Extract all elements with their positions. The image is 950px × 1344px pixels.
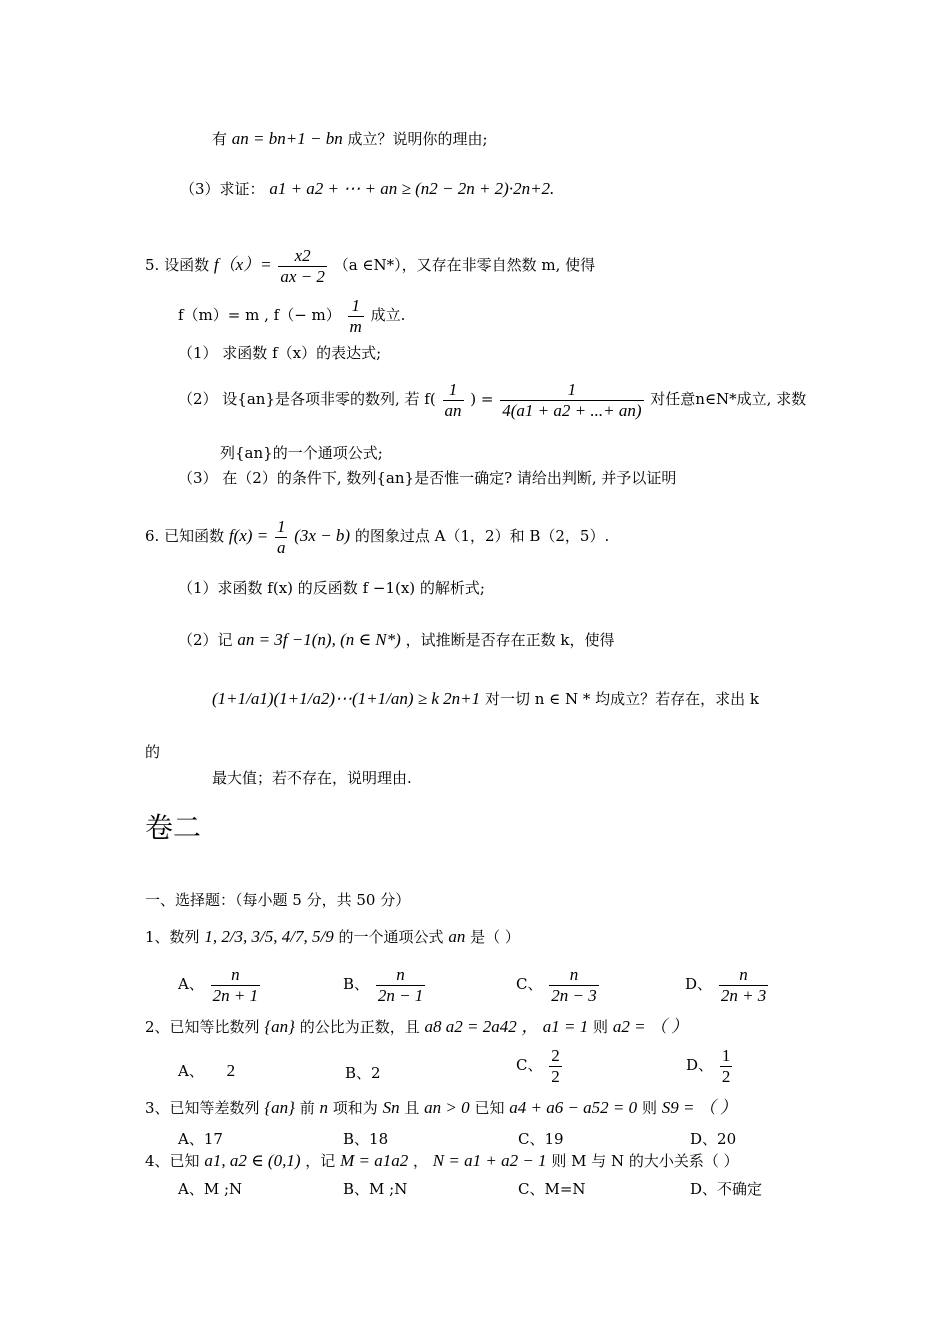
mc-q3-ask: S9 = （ ）	[661, 1098, 737, 1117]
mc-q3-cond: an > 0	[424, 1098, 470, 1117]
option-fraction	[719, 965, 768, 1005]
q6-p2-pre: （2）记	[178, 631, 233, 649]
q6-part2	[178, 631, 614, 648]
q5-p2-frac1	[443, 380, 464, 420]
mc-q1	[145, 928, 520, 945]
mc-q1-option-c[interactable]	[516, 965, 601, 1005]
mc-q4-sep: ，	[412, 1152, 428, 1170]
q6-intro-pre: 6. 已知函数	[145, 527, 225, 546]
top-line2-pre: （3）求证：	[180, 180, 265, 198]
q5-p2-mid: ) =	[470, 390, 494, 409]
top-line1-pre: 有	[212, 130, 228, 148]
option-fraction	[549, 1046, 562, 1086]
mc-q1-option-d[interactable]	[685, 965, 770, 1005]
option-num: n	[719, 965, 768, 986]
q5-p2-pre: （2） 设{an}是各项非零的数列, 若 f(	[178, 390, 436, 409]
q5-frac-den: ax − 2	[280, 266, 325, 286]
q6-p2-math: an = 3f −1(n), (n ∈ N*)	[237, 630, 401, 649]
q5-intro-pre: 5. 设函数	[145, 256, 210, 275]
option-num: 1	[721, 1046, 731, 1065]
mc-q3-mid2: 项和为	[332, 1099, 378, 1117]
mc-q3-option-a[interactable]: A、17	[178, 1130, 223, 1148]
mc-q1-seq: 1, 2/3, 3/5, 4/7, 5/9	[204, 927, 334, 946]
q5-part1: （1） 求函数 f（x）的表达式;	[178, 344, 382, 362]
mc-q2-option-d[interactable]	[686, 1046, 734, 1086]
option-den: 2	[551, 1066, 560, 1086]
option-fraction	[376, 965, 425, 1005]
mc-q1-tail: 是（ ）	[470, 928, 520, 946]
mc-q2-mid: 的公比为正数，且	[299, 1018, 420, 1036]
option-den: 2n − 1	[377, 985, 424, 1005]
mc-q1-pre: 1、数列	[145, 928, 200, 946]
mc-q4-n: N = a1 + a2 − 1	[432, 1151, 547, 1170]
mc-q1-post: 的一个通项公式	[338, 928, 444, 946]
q5-part3: （3） 在（2）的条件下, 数列{an}是否惟一确定? 请给出判断, 并予以证明	[178, 469, 677, 487]
q6-inequality	[212, 690, 759, 707]
q5-fraction	[278, 246, 327, 286]
q5-p2-frac1-num: 1	[443, 380, 464, 401]
option-value: 2	[226, 1061, 236, 1080]
option-label: A、	[178, 975, 204, 994]
q6-frac-den: a	[276, 537, 286, 557]
mc-q3-option-d[interactable]: D、20	[690, 1130, 737, 1148]
mc-q4	[145, 1152, 739, 1169]
q5-p2-frac2-den: 4(a1 + a2 + ...+ an)	[502, 400, 642, 420]
mc-q4-option-b[interactable]: B、M ;N	[343, 1180, 408, 1198]
q6-intro-math-post: (3x − b)	[294, 526, 351, 546]
q5-condition	[178, 296, 405, 336]
mc-header: 一、选择题：（每小题 5 分，共 50 分）	[145, 891, 411, 909]
q5-p2-frac1-den: an	[444, 400, 462, 420]
mc-q3-eq: a4 + a6 − a52 = 0	[509, 1098, 638, 1117]
mc-q1-an: an	[448, 927, 466, 946]
q5-cond-fraction	[348, 296, 364, 336]
mc-q2-pre: 2、已知等比数列	[145, 1018, 260, 1036]
q5-cond-pre: f（m）= m , f（− m）	[178, 306, 341, 325]
q5-part2	[178, 380, 806, 420]
q5-func: f（x）=	[213, 255, 272, 275]
q6-last: 最大值；若不存在，说明理由.	[212, 769, 412, 787]
mc-q2-option-b[interactable]: B、2	[345, 1064, 381, 1082]
q6-ineq: (1+1/a1)(1+1/a2)⋯(1+1/an) ≥ k 2n+1	[212, 689, 481, 708]
q6-p2-post: ，试推断是否存在正数 k，使得	[405, 631, 615, 649]
q5-p2-frac2-num: 1	[500, 380, 643, 401]
q5-frac-num: x2	[278, 246, 327, 267]
mc-q3-mid5: 则	[641, 1099, 657, 1117]
q5-cond-frac-num: 1	[348, 296, 364, 317]
option-num: n	[549, 965, 598, 986]
option-fraction	[211, 965, 260, 1005]
q5-intro-post: （a ∈N*），又存在非零自然数 m, 使得	[333, 256, 596, 275]
top-line2-math: a1 + a2 + ⋯ + an ≥ (n2 − 2n + 2)·2n+2.	[269, 179, 555, 198]
mc-q4-m: M = a1a2	[340, 1151, 409, 1170]
top-line1-post: 成立？说明你的理由;	[347, 130, 488, 148]
q6-wrap: 的	[145, 743, 161, 761]
q6-frac-num: 1	[276, 517, 286, 536]
mc-q3-pre: 3、已知等差数列	[145, 1099, 260, 1117]
top-line1-math: an = bn+1 − bn	[231, 129, 343, 148]
option-num: n	[211, 965, 260, 986]
q6-intro-math-pre: f(x) =	[228, 526, 269, 546]
q6-intro-post: 的图象过点 A（1，2）和 B（2，5）.	[354, 527, 610, 546]
q6-ineq-post: 对一切 n ∈ N * 均成立？若存在，求出 k	[484, 690, 760, 708]
mc-q2-option-a[interactable]	[178, 1060, 235, 1081]
option-num: 2	[551, 1046, 560, 1065]
mc-q3-sn: Sn	[382, 1098, 400, 1117]
q6-part1: （1）求函数 f(x) 的反函数 f −1(x) 的解析式;	[178, 579, 485, 597]
mc-q4-option-c[interactable]: C、M=N	[518, 1180, 586, 1198]
mc-q2-cond2: ， a1 = 1	[521, 1017, 589, 1036]
q5-intro	[145, 246, 595, 286]
q5-p2-post: 对任意n∈N*成立, 求数	[650, 390, 807, 409]
option-num: n	[376, 965, 425, 986]
option-label: D、	[686, 1056, 714, 1075]
section-title: 卷二	[145, 811, 202, 844]
option-den: 2n − 3	[551, 985, 597, 1005]
option-den: 2n + 3	[720, 985, 767, 1005]
option-label: B、	[343, 975, 370, 994]
q6-fraction	[275, 517, 288, 557]
mc-q4-option-a[interactable]: A、M ;N	[178, 1180, 243, 1198]
mc-q3-n: n	[319, 1098, 329, 1117]
mc-q2-post: 则	[593, 1018, 609, 1036]
top-line-2	[180, 180, 554, 197]
top-line-1	[212, 130, 488, 147]
option-label: C、	[516, 975, 543, 994]
q5-cond-frac-den: m	[349, 316, 362, 336]
mc-q3-option-b[interactable]: B、18	[343, 1130, 389, 1148]
mc-q4-post: 则 M 与 N 的大小关系（ ）	[551, 1152, 739, 1170]
mc-q2-ask: a2 = （ ）	[612, 1017, 689, 1036]
mc-q1-option-a[interactable]	[178, 965, 262, 1005]
q5-part2-cont: 列{an}的一个通项公式;	[220, 444, 383, 462]
mc-q2-option-c[interactable]	[516, 1046, 564, 1086]
mc-q3-mid4: 已知	[474, 1099, 505, 1117]
option-den: 2	[721, 1066, 731, 1086]
option-label: A、	[178, 1062, 204, 1080]
mc-q3-seq: {an}	[264, 1098, 295, 1117]
q5-p2-frac2	[500, 380, 643, 420]
mc-q3	[145, 1099, 737, 1116]
mc-q2	[145, 1018, 688, 1035]
mc-q2-seq: {an}	[264, 1017, 295, 1036]
mc-q1-option-b[interactable]	[343, 965, 427, 1005]
mc-q4-mid: ，记	[305, 1152, 336, 1170]
q6-intro	[145, 517, 609, 557]
option-label: C、	[516, 1056, 543, 1075]
option-fraction	[549, 965, 598, 1005]
mc-q4-cond: a1, a2 ∈ (0,1)	[204, 1151, 301, 1170]
mc-q3-mid3: 且	[404, 1099, 420, 1117]
mc-q4-option-d[interactable]: D、不确定	[690, 1180, 763, 1198]
mc-q4-pre: 4、已知	[145, 1152, 200, 1170]
option-label: D、	[685, 975, 713, 994]
option-den: 2n + 1	[212, 985, 259, 1005]
q5-cond-post: 成立.	[370, 306, 406, 325]
option-fraction	[720, 1046, 733, 1086]
mc-q3-option-c[interactable]: C、19	[518, 1130, 564, 1148]
mc-q2-cond: a8 a2 = 2a42	[424, 1017, 517, 1036]
mc-q3-mid1: 前	[299, 1099, 315, 1117]
